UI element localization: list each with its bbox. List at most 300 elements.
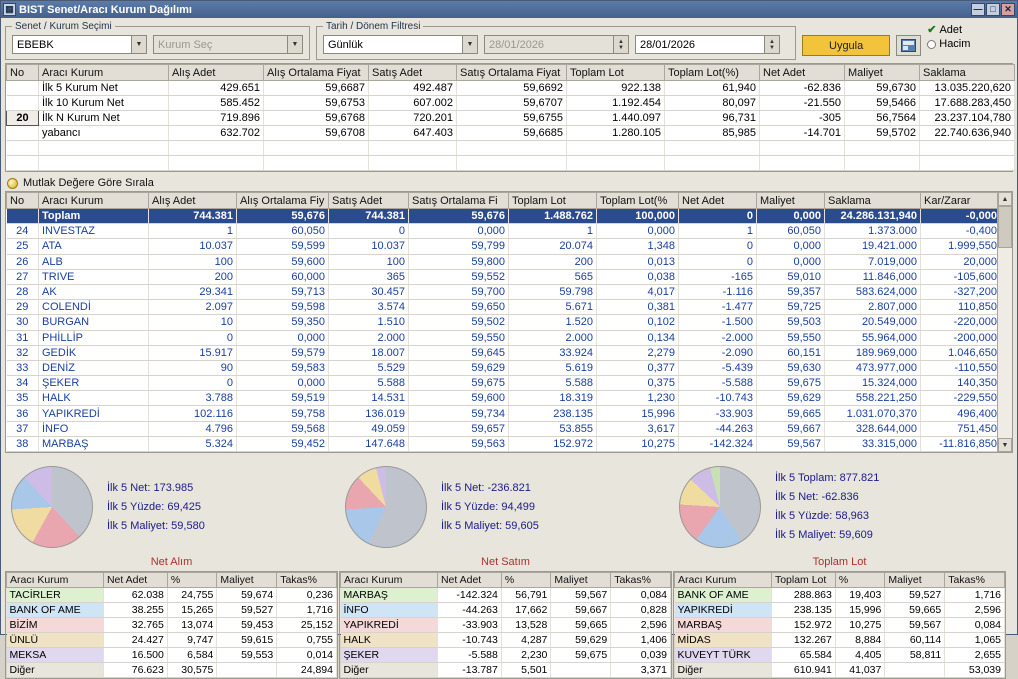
- close-button[interactable]: ✕: [1001, 3, 1015, 16]
- row-satis-fiyat: 59,800: [409, 254, 509, 269]
- summary-col-8[interactable]: Net Adet: [760, 65, 845, 81]
- sort-section-header[interactable]: [7, 177, 1013, 189]
- row-alis-adet: 632.702: [169, 126, 264, 141]
- panel-row-v1: 24.427: [103, 633, 167, 648]
- maximize-button[interactable]: □: [986, 3, 1000, 16]
- pie-stat-line: İlk 5 Net: -62.836: [775, 491, 859, 503]
- row-toplam-lot: 1.280.105: [567, 126, 665, 141]
- row-satis-fiyat: 59,563: [409, 436, 509, 451]
- row-alis-fiyat: 59,6708: [264, 126, 369, 141]
- row-alis-fiyat: 60,000: [237, 269, 329, 284]
- row-alis-adet: 200: [149, 269, 237, 284]
- row-alis-adet: 429.651: [169, 81, 264, 96]
- panel-row-kurum: TACİRLER: [7, 588, 104, 603]
- summary-panel: [339, 459, 672, 679]
- period-select[interactable]: [323, 35, 478, 54]
- panel-row-kurum: MİDAS: [675, 633, 772, 648]
- panel-row-v1: 238.135: [771, 603, 835, 618]
- row-maliyet: 59,357: [757, 284, 825, 299]
- row-satis-adet: 14.531: [329, 391, 409, 406]
- row-alis-fiyat: 59,598: [237, 300, 329, 315]
- row-kurum: PHİLLİP: [39, 330, 149, 345]
- row-toplam-pct: 4,017: [597, 284, 679, 299]
- detail-col-2[interactable]: Alış Adet: [149, 193, 237, 209]
- panel-row-kurum: KUVEYT TÜRK: [675, 648, 772, 663]
- chevron-down-icon[interactable]: ▼: [131, 36, 146, 53]
- minimize-button[interactable]: —: [971, 3, 985, 16]
- row-toplam-lot: 18.319: [509, 391, 597, 406]
- kurum-select-value: Kurum Seç: [158, 38, 213, 51]
- row-saklama: 328.644,000: [825, 421, 921, 436]
- row-satis-adet: 2.000: [329, 330, 409, 345]
- row-alis-fiyat: 59,350: [237, 315, 329, 330]
- panel-row-v4: 3,371: [611, 663, 671, 678]
- panel-col-1[interactable]: Toplam Lot: [771, 573, 835, 588]
- row-kurum: BURGAN: [39, 315, 149, 330]
- panel-row-kurum: HALK: [341, 633, 438, 648]
- panel-row-kurum: MEKSA: [7, 648, 104, 663]
- panel-table[interactable]: [5, 571, 338, 679]
- panel-row-v1: 132.267: [771, 633, 835, 648]
- panel-col-1[interactable]: Net Adet: [103, 573, 167, 588]
- row-kar-zarar: -110,550: [921, 360, 998, 375]
- summary-col-1[interactable]: Aracı Kurum: [39, 65, 169, 81]
- table-row[interactable]: [7, 436, 998, 451]
- date-from-stepper[interactable]: ▲ ▼: [613, 36, 628, 53]
- panel-row-v3: 59,527: [885, 588, 945, 603]
- row-kar-zarar: 1.999,550: [921, 239, 998, 254]
- pie-stat-line: İlk 5 Yüzde: 69,425: [107, 500, 201, 513]
- senet-select-value: EBEBK: [17, 38, 54, 51]
- radio-dot-icon: [927, 40, 936, 49]
- row-toplam-lot: 59.798: [509, 284, 597, 299]
- row-satis-fiyat: 59,645: [409, 345, 509, 360]
- row-net-adet: -2.000: [679, 330, 757, 345]
- row-net-adet: 0: [679, 239, 757, 254]
- row-maliyet: 60,050: [757, 224, 825, 239]
- row-alis-adet: 744.381: [149, 209, 237, 224]
- row-no[interactable]: 20: [7, 111, 39, 126]
- panel-row-v2: 15,265: [167, 603, 217, 618]
- row-toplam-pct: 0,102: [597, 315, 679, 330]
- panel-row-v4: 53,039: [945, 663, 1005, 678]
- row-saklama: 7.019,000: [825, 254, 921, 269]
- summary-col-10[interactable]: Saklama: [920, 65, 1015, 81]
- summary-panel: [5, 459, 338, 679]
- row-saklama: 20.549,000: [825, 315, 921, 330]
- radio-adet[interactable]: [927, 23, 970, 36]
- scroll-thumb[interactable]: [998, 206, 1012, 248]
- panel-row-v1: -44.263: [437, 603, 501, 618]
- sort-section-label: Mutlak Değere Göre Sırala: [23, 177, 154, 189]
- table-row[interactable]: [7, 603, 337, 618]
- detail-col-6[interactable]: Toplam Lot: [509, 193, 597, 209]
- row-satis-fiyat: 59,6707: [457, 96, 567, 111]
- row-no: 36: [7, 406, 39, 421]
- date-from-input[interactable]: [484, 35, 629, 54]
- row-toplam-pct: 80,097: [665, 96, 760, 111]
- panel-row-kurum: Diğer: [675, 663, 772, 678]
- panel-row-v1: 76.623: [103, 663, 167, 678]
- panel-header-row: [7, 573, 337, 588]
- panel-col-2[interactable]: %: [501, 573, 551, 588]
- row-no: 35: [7, 391, 39, 406]
- row-saklama: 23.237.104,780: [920, 111, 1015, 126]
- tarih-legend: Tarih / Dönem Filtresi: [326, 21, 421, 32]
- row-satis-fiyat: 59,6692: [457, 81, 567, 96]
- table-row[interactable]: [7, 360, 998, 375]
- pie-stats: [441, 479, 539, 536]
- row-satis-fiyat: 59,700: [409, 284, 509, 299]
- row-no: [7, 81, 39, 96]
- panel-row-v3: 59,615: [217, 633, 277, 648]
- panel-row-kurum: BANK OF AME: [7, 603, 104, 618]
- row-maliyet: 59,675: [757, 376, 825, 391]
- row-alis-fiyat: 59,583: [237, 360, 329, 375]
- detail-col-8[interactable]: Net Adet: [679, 193, 757, 209]
- detail-col-7[interactable]: Toplam Lot(%: [597, 193, 679, 209]
- panel-row-v1: 62.038: [103, 588, 167, 603]
- bullet-icon: [7, 178, 18, 189]
- row-satis-adet: 147.648: [329, 436, 409, 451]
- panel-row-v4: 24,894: [277, 663, 337, 678]
- panel-row-v2: 17,662: [501, 603, 551, 618]
- panel-row-v3: 59,674: [217, 588, 277, 603]
- panel-row-v3: 59,629: [551, 633, 611, 648]
- panel-table[interactable]: [339, 571, 672, 679]
- row-satis-adet: 744.381: [329, 209, 409, 224]
- row-no: 30: [7, 315, 39, 330]
- row-alis-adet: 100: [149, 254, 237, 269]
- panel-col-3[interactable]: Maliyet: [217, 573, 277, 588]
- panel-title: Toplam Lot: [812, 556, 867, 568]
- summary-col-5[interactable]: Satış Ortalama Fiyat: [457, 65, 567, 81]
- table-row[interactable]: [7, 663, 337, 678]
- pie-stats: [775, 469, 879, 545]
- period-select-value: Günlük: [328, 38, 363, 51]
- row-kurum: İNFO: [39, 421, 149, 436]
- row-satis-fiyat: 59,675: [409, 376, 509, 391]
- panel-row-v2: 8,884: [835, 633, 885, 648]
- panel-col-0[interactable]: Aracı Kurum: [675, 573, 772, 588]
- table-row[interactable]: [341, 618, 671, 633]
- row-toplam-pct: 85,985: [665, 126, 760, 141]
- panel-row-v4: 2,655: [945, 648, 1005, 663]
- export-icon[interactable]: [896, 35, 921, 56]
- panel-col-3[interactable]: Maliyet: [885, 573, 945, 588]
- row-satis-adet: 10.037: [329, 239, 409, 254]
- panel-row-v4: 1,065: [945, 633, 1005, 648]
- detail-col-5[interactable]: Satış Ortalama Fi: [409, 193, 509, 209]
- panel-row-kurum: İNFO: [341, 603, 438, 618]
- row-saklama: 473.977,000: [825, 360, 921, 375]
- row-alis-fiyat: 59,600: [237, 254, 329, 269]
- row-net-adet: -305: [760, 111, 845, 126]
- row-kar-zarar: -220,000: [921, 315, 998, 330]
- date-to-input[interactable]: [635, 35, 780, 54]
- row-satis-adet: 3.574: [329, 300, 409, 315]
- table-row[interactable]: [7, 126, 1015, 141]
- table-row[interactable]: [7, 224, 998, 239]
- table-row[interactable]: [341, 648, 671, 663]
- pie-stat-line: İlk 5 Maliyet: 59,605: [441, 519, 539, 532]
- detail-col-0[interactable]: No: [7, 193, 39, 209]
- row-saklama: 17.688.283,450: [920, 96, 1015, 111]
- pie-stat-line: İlk 5 Net: 173.985: [107, 481, 194, 494]
- summary-col-3[interactable]: Alış Ortalama Fiyat: [264, 65, 369, 81]
- table-row[interactable]: [7, 111, 1015, 126]
- window-controls: [971, 3, 1015, 16]
- detail-col-1[interactable]: Aracı Kurum: [39, 193, 149, 209]
- detail-col-11[interactable]: Kar/Zarar: [921, 193, 998, 209]
- row-kurum: HALK: [39, 391, 149, 406]
- detail-scrollbar[interactable]: [997, 192, 1012, 452]
- date-to-stepper[interactable]: ▲ ▼: [764, 36, 779, 53]
- row-alis-fiyat: 59,568: [237, 421, 329, 436]
- panel-row-v3: [217, 663, 277, 678]
- row-kar-zarar: 110,850: [921, 300, 998, 315]
- title-bar: [1, 1, 1017, 18]
- pie-area: [673, 459, 1006, 555]
- table-row[interactable]: [7, 376, 998, 391]
- table-row[interactable]: [341, 603, 671, 618]
- row-kurum: ALB: [39, 254, 149, 269]
- row-toplam-pct: 15,996: [597, 406, 679, 421]
- row-alis-adet: 90: [149, 360, 237, 375]
- row-toplam-lot: 1.488.762: [509, 209, 597, 224]
- table-row[interactable]: [7, 648, 337, 663]
- row-toplam-lot: 152.972: [509, 436, 597, 451]
- row-satis-adet: 136.019: [329, 406, 409, 421]
- row-maliyet: 59,550: [757, 330, 825, 345]
- row-toplam-pct: 0,000: [597, 224, 679, 239]
- row-net-adet: -1.500: [679, 315, 757, 330]
- row-no: 28: [7, 284, 39, 299]
- row-maliyet: 59,567: [757, 436, 825, 451]
- row-kurum: yabancı: [39, 126, 169, 141]
- panel-row-v3: 59,665: [551, 618, 611, 633]
- table-row[interactable]: [7, 315, 998, 330]
- row-toplam-lot: 5.619: [509, 360, 597, 375]
- row-alis-adet: 2.097: [149, 300, 237, 315]
- window-title: BIST Senet/Aracı Kurum Dağılımı: [19, 3, 192, 16]
- row-satis-adet: 100: [329, 254, 409, 269]
- summary-col-9[interactable]: Maliyet: [845, 65, 920, 81]
- row-satis-adet: 720.201: [369, 111, 457, 126]
- panel-col-2[interactable]: %: [835, 573, 885, 588]
- row-alis-fiyat: 59,6687: [264, 81, 369, 96]
- row-maliyet: 59,630: [757, 360, 825, 375]
- row-satis-fiyat: 59,676: [409, 209, 509, 224]
- detail-col-3[interactable]: Alış Ortalama Fiy: [237, 193, 329, 209]
- export-glyph: [901, 39, 916, 52]
- row-alis-adet: 5.324: [149, 436, 237, 451]
- row-alis-fiyat: 59,676: [237, 209, 329, 224]
- row-kurum: Toplam: [39, 209, 149, 224]
- detail-header-row: [7, 193, 998, 209]
- row-toplam-pct: 0,377: [597, 360, 679, 375]
- panel-header-row: [341, 573, 671, 588]
- table-row[interactable]: [675, 603, 1005, 618]
- row-toplam-lot: 1: [509, 224, 597, 239]
- pie-area: [339, 459, 672, 555]
- row-alis-fiyat: 59,579: [237, 345, 329, 360]
- row-net-adet: -62.836: [760, 81, 845, 96]
- row-maliyet: 59,667: [757, 421, 825, 436]
- row-maliyet: 0,000: [757, 239, 825, 254]
- table-row[interactable]: [7, 330, 998, 345]
- panel-row-v1: 288.863: [771, 588, 835, 603]
- table-row[interactable]: [341, 588, 671, 603]
- table-row[interactable]: [7, 81, 1015, 96]
- chevron-down-icon[interactable]: ▼: [287, 36, 302, 53]
- kurum-select[interactable]: [153, 35, 303, 54]
- apply-button[interactable]: Uygula: [802, 35, 890, 56]
- table-row[interactable]: [675, 663, 1005, 678]
- panel-col-4[interactable]: Takas%: [945, 573, 1005, 588]
- row-maliyet: 56,7564: [845, 111, 920, 126]
- table-row[interactable]: [7, 406, 998, 421]
- row-toplam-pct: 2,279: [597, 345, 679, 360]
- pie-stat-line: İlk 5 Yüzde: 58,963: [775, 510, 869, 522]
- row-maliyet: 60,151: [757, 345, 825, 360]
- panel-row-kurum: MARBAŞ: [341, 588, 438, 603]
- summary-col-2[interactable]: Alış Adet: [169, 65, 264, 81]
- panel-row-v2: 9,747: [167, 633, 217, 648]
- row-saklama: 24.286.131,940: [825, 209, 921, 224]
- chevron-down-icon[interactable]: ▼: [462, 36, 477, 53]
- panel-col-1[interactable]: Net Adet: [437, 573, 501, 588]
- panel-col-0[interactable]: Aracı Kurum: [341, 573, 438, 588]
- panel-row-v4: 1,716: [945, 588, 1005, 603]
- row-kurum: İlk 10 Kurum Net: [39, 96, 169, 111]
- row-maliyet: 59,5466: [845, 96, 920, 111]
- row-alis-fiyat: 59,452: [237, 436, 329, 451]
- date-from-value: 28/01/2026: [489, 38, 545, 51]
- table-row[interactable]: [675, 618, 1005, 633]
- panel-header-row: [675, 573, 1005, 588]
- radio-adet-label: Adet: [939, 23, 963, 36]
- row-no: 34: [7, 376, 39, 391]
- row-saklama: 11.846,000: [825, 269, 921, 284]
- detail-col-9[interactable]: Maliyet: [757, 193, 825, 209]
- summary-grid[interactable]: [5, 63, 1013, 172]
- row-saklama: 583.624,000: [825, 284, 921, 299]
- panel-col-4[interactable]: Takas%: [277, 573, 337, 588]
- panel-row-v4: 0,084: [945, 618, 1005, 633]
- summary-col-6[interactable]: Toplam Lot: [567, 65, 665, 81]
- panel-col-0[interactable]: Aracı Kurum: [7, 573, 104, 588]
- row-kurum: DENİZ: [39, 360, 149, 375]
- row-alis-adet: 0: [149, 330, 237, 345]
- radio-hacim-label: Hacim: [939, 38, 971, 50]
- row-kurum: ATA: [39, 239, 149, 254]
- panel-row-v1: 610.941: [771, 663, 835, 678]
- table-row[interactable]: [7, 345, 998, 360]
- summary-col-0[interactable]: No: [7, 65, 39, 81]
- table-row[interactable]: [7, 588, 337, 603]
- table-row[interactable]: [341, 663, 671, 678]
- panel-row-kurum: MARBAŞ: [675, 618, 772, 633]
- panel-row-v1: -5.588: [437, 648, 501, 663]
- detail-col-4[interactable]: Satış Adet: [329, 193, 409, 209]
- panel-col-4[interactable]: Takas%: [611, 573, 671, 588]
- panel-row-v4: 2,596: [611, 618, 671, 633]
- panel-col-3[interactable]: Maliyet: [551, 573, 611, 588]
- panel-row-kurum: YAPIKREDİ: [341, 618, 438, 633]
- row-no: [7, 96, 39, 111]
- summary-col-7[interactable]: Toplam Lot(%): [665, 65, 760, 81]
- summary-col-4[interactable]: Satış Adet: [369, 65, 457, 81]
- senet-select[interactable]: [12, 35, 147, 54]
- radio-hacim[interactable]: [927, 38, 970, 50]
- row-toplam-pct: 0,038: [597, 269, 679, 284]
- filter-bar: [1, 18, 1017, 60]
- table-row[interactable]: [675, 648, 1005, 663]
- table-row[interactable]: [7, 269, 998, 284]
- panel-table[interactable]: [673, 571, 1006, 679]
- row-satis-fiyat: 59,629: [409, 360, 509, 375]
- panel-row-v3: 59,453: [217, 618, 277, 633]
- panel-row-kurum: ÜNLÜ: [7, 633, 104, 648]
- scroll-up-icon[interactable]: ▲: [998, 192, 1012, 206]
- row-no: [7, 209, 39, 224]
- panel-row-v2: 56,791: [501, 588, 551, 603]
- detail-col-10[interactable]: Saklama: [825, 193, 921, 209]
- table-row[interactable]: [7, 300, 998, 315]
- row-toplam-lot: 1.440.097: [567, 111, 665, 126]
- row-kar-zarar: -200,000: [921, 330, 998, 345]
- row-alis-adet: 1: [149, 224, 237, 239]
- panel-row-v1: -10.743: [437, 633, 501, 648]
- summary-panel: [673, 459, 1006, 679]
- panel-row-v1: 152.972: [771, 618, 835, 633]
- table-row[interactable]: [7, 284, 998, 299]
- panel-row-v1: 16.500: [103, 648, 167, 663]
- row-net-adet: -33.903: [679, 406, 757, 421]
- table-row[interactable]: [7, 209, 998, 224]
- panel-row-v1: -142.324: [437, 588, 501, 603]
- panel-row-v3: [551, 663, 611, 678]
- row-saklama: 2.807,000: [825, 300, 921, 315]
- panel-row-v2: 2,230: [501, 648, 551, 663]
- panel-col-2[interactable]: %: [167, 573, 217, 588]
- row-satis-adet: 0: [329, 224, 409, 239]
- panel-row-v4: 0,039: [611, 648, 671, 663]
- table-row[interactable]: [7, 239, 998, 254]
- row-maliyet: 0,000: [757, 209, 825, 224]
- panel-row-v2: 10,275: [835, 618, 885, 633]
- row-net-adet: 0: [679, 254, 757, 269]
- row-satis-fiyat: 59,799: [409, 239, 509, 254]
- table-row[interactable]: [7, 391, 998, 406]
- table-row[interactable]: [675, 588, 1005, 603]
- table-row[interactable]: [7, 254, 998, 269]
- row-toplam-pct: 0,375: [597, 376, 679, 391]
- row-net-adet: -165: [679, 269, 757, 284]
- row-alis-adet: 0: [149, 376, 237, 391]
- table-row[interactable]: [7, 96, 1015, 111]
- scroll-down-icon[interactable]: ▼: [998, 438, 1012, 452]
- scroll-track[interactable]: [998, 206, 1012, 438]
- table-row[interactable]: [7, 618, 337, 633]
- panel-row-v2: 4,287: [501, 633, 551, 648]
- panel-row-v3: 59,567: [551, 588, 611, 603]
- panel-row-v4: 25,152: [277, 618, 337, 633]
- table-row[interactable]: [7, 421, 998, 436]
- detail-grid[interactable]: [5, 191, 1013, 453]
- panel-row-v1: 32.765: [103, 618, 167, 633]
